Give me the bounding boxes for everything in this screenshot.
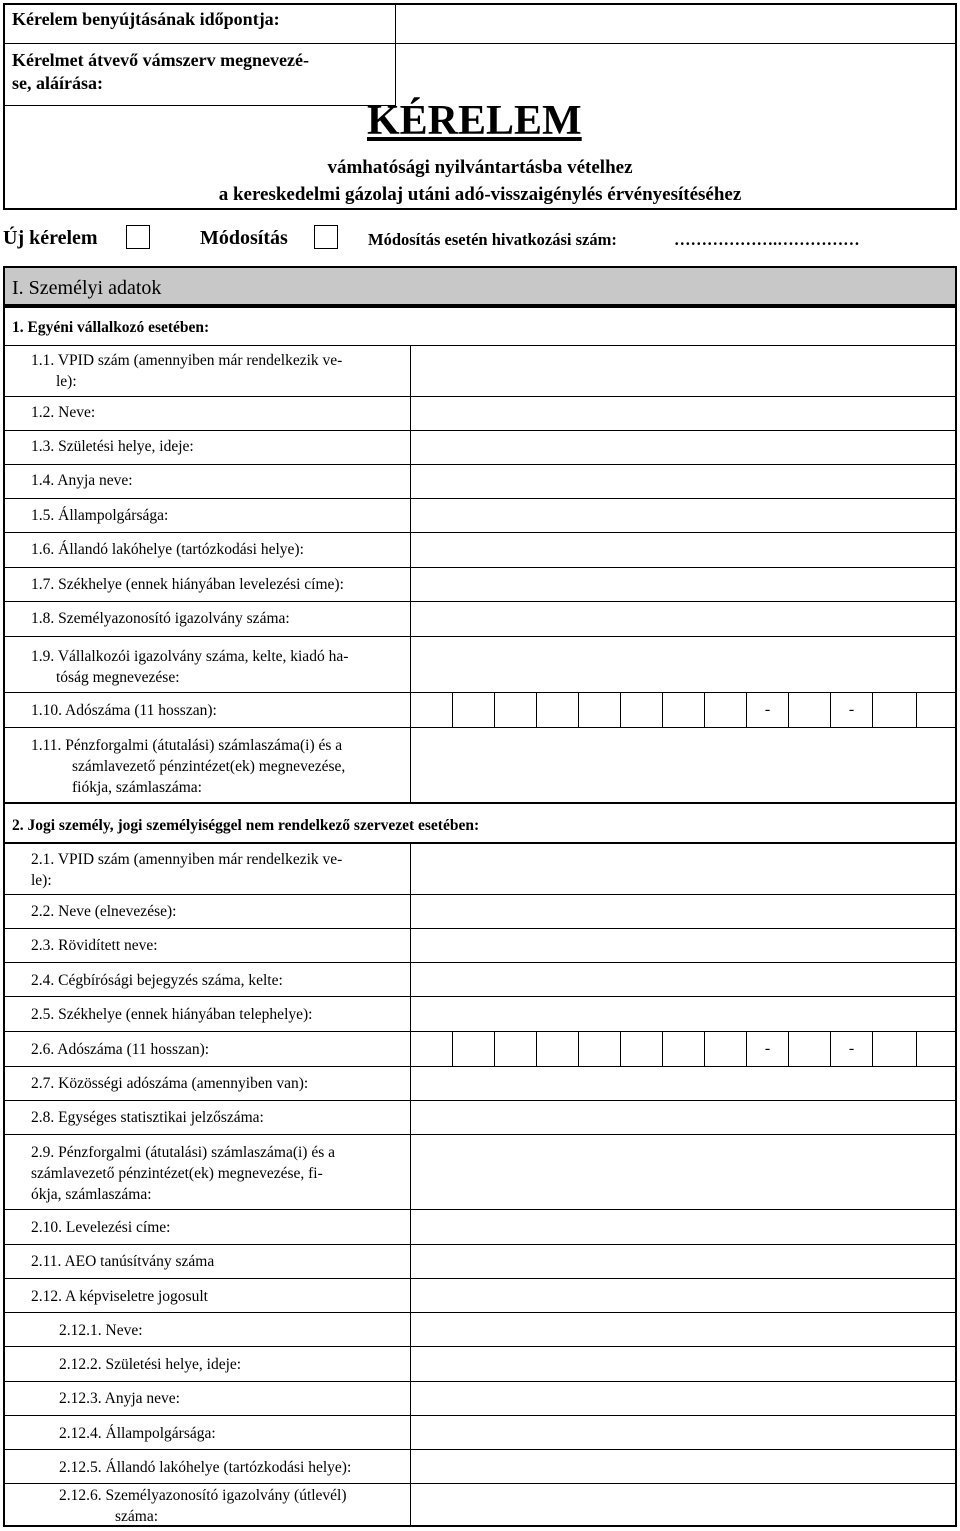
submission-time-label: Kérelem benyújtásának időpontja: [12,9,280,29]
field-1-11-label-cont2: fiókja, számlaszáma: [72,779,202,796]
tax-digit-box[interactable] [705,693,747,727]
field-1-4-value[interactable] [412,466,955,497]
s1-rule [3,567,957,568]
field-2-10-value[interactable] [412,1211,955,1243]
tax-digit-box[interactable] [789,1032,831,1066]
field-1-5-label: 1.5. Állampolgársága: [31,507,169,524]
s2-rule [3,1415,957,1416]
subtitle-line2: a kereskedelmi gázolaj utáni adó-visszaigénylés érvényesítéséhez [218,184,742,205]
field-2-12-5-value[interactable] [412,1451,955,1482]
field-2-7-label: 2.7. Közösségi adószáma (amennyiben van): [31,1075,309,1092]
field-2-12-4-label: 2.12.4. Állampolgársága: [59,1425,216,1442]
header-rule-1 [3,43,957,44]
field-1-6-value[interactable] [412,534,955,566]
field-2-10-label: 2.10. Levelezési címe: [31,1219,171,1236]
field-1-9-label: 1.9. Vállalkozói igazolvány száma, kelte, kiadó ha- [31,648,349,665]
section1-column-divider [410,345,411,804]
field-2-11-label: 2.11. AEO tanúsítvány száma [31,1253,215,1270]
section-title: I. Személyi adatok [12,277,162,299]
receiving-office-label-line2: se, aláírása: [12,73,103,93]
field-1-2-value[interactable] [412,398,955,429]
s2-rule [3,1346,957,1347]
field-2-12-6-value[interactable] [412,1485,955,1525]
field-2-12-6-label: 2.12.6. Személyazonosító igazolvány (útlevél) [59,1487,347,1504]
tax-separator: - [831,1032,873,1066]
field-2-4-label: 2.4. Cégbírósági bejegyzés száma, kelte: [31,972,283,989]
new-request-checkbox[interactable] [126,225,150,249]
field-2-2-value[interactable] [412,896,955,927]
tax-digit-box[interactable] [537,693,579,727]
tax-digit-box[interactable] [789,693,831,727]
field-2-12-6-label-cont: száma: [115,1508,159,1525]
s1-rule [3,396,957,397]
field-1-3-value[interactable] [412,432,955,463]
tax-digit-box[interactable] [873,1032,917,1066]
field-2-1-label: 2.1. VPID szám (amennyiben már rendelkezik ve- [31,851,343,868]
s1-rule [3,345,957,346]
field-1-3-label: 1.3. Születési helye, ideje: [31,438,194,455]
field-2-1-value[interactable] [412,845,955,893]
s2-rule [3,1449,957,1450]
field-2-12-5-label: 2.12.5. Állandó lakóhelye (tartózkodási helye): [59,1459,352,1476]
field-2-7-value[interactable] [412,1068,955,1099]
field-1-11-label: 1.11. Pénzforgalmi (átutalási) számlaszáma(i) és a [31,737,343,754]
field-2-6-label: 2.6. Adószáma (11 hosszan): [31,1041,210,1058]
field-1-5-value[interactable] [412,500,955,531]
reference-number-label: Módosítás esetén hivatkozási szám: [368,230,617,249]
s2-rule [3,996,957,997]
field-2-12-3-label: 2.12.3. Anyja neve: [59,1390,180,1407]
s1-rule [3,727,957,728]
field-2-9-label-cont: számlavezető pénzintézet(ek) megnevezése, fi- [31,1165,323,1182]
section2-column-divider [410,843,411,1527]
section1-title: 1. Egyéni vállalkozó esetében: [12,319,210,336]
tax-digit-box[interactable] [453,1032,495,1066]
field-2-12-2-value[interactable] [412,1348,955,1380]
field-1-11-label-cont: számlavezető pénzintézet(ek) megnevezése, [72,758,346,775]
s1-rule [3,532,957,533]
field-1-2-label: 1.2. Neve: [31,404,96,421]
s1-rule [3,636,957,637]
field-2-3-value[interactable] [412,930,955,961]
field-1-7-label: 1.7. Székhelye (ennek hiányában levelezési címe): [31,576,344,593]
tax-digit-box[interactable] [621,693,663,727]
tax-digit-box[interactable] [537,1032,579,1066]
s2-rule [3,1483,957,1484]
receiving-office-label-line1: Kérelmet átvevő vámszerv megnevezé- [12,50,310,70]
s2-rule [3,962,957,963]
s2-rule [3,1100,957,1101]
subtitle-line1: vámhatósági nyilvántartásba vételhez [327,157,633,178]
header-rule-2 [3,105,396,106]
field-2-3-label: 2.3. Rövidített neve: [31,937,158,954]
page-title: KÉRELEM [367,98,582,144]
field-1-9-label-cont: tóság megnevezése: [56,669,180,686]
field-2-8-label: 2.8. Egységes statisztikai jelzőszáma: [31,1109,264,1126]
tax-separator: - [831,693,873,727]
field-2-8-value[interactable] [412,1102,955,1133]
reference-number-field[interactable]: ……………….…………… [674,230,860,249]
tax-digit-box[interactable] [705,1032,747,1066]
field-2-12-2-label: 2.12.2. Születési helye, ideje: [59,1356,242,1373]
field-2-4-value[interactable] [412,964,955,995]
field-1-9-value[interactable] [412,638,955,691]
s2-rule [3,1134,957,1135]
tax-digit-box[interactable] [453,693,495,727]
s2-rule [3,1066,957,1067]
s2-rule [3,1209,957,1210]
field-2-9-label-cont2: ókja, számlaszáma: [31,1186,152,1203]
field-2-12-1-value[interactable] [412,1314,955,1345]
field-2-9-label: 2.9. Pénzforgalmi (átutalási) számlaszáma(i) és a [31,1144,335,1161]
field-1-1-label-cont: le): [56,373,77,390]
field-2-12-4-value[interactable] [412,1417,955,1448]
s2-rule [3,1244,957,1245]
field-2-12-3-value[interactable] [412,1383,955,1414]
field-2-1-label-cont: le): [31,872,52,889]
header-divider-2 [395,43,396,105]
s2-rule [3,1381,957,1382]
field-2-5-label: 2.5. Székhelye (ennek hiányában telephelye): [31,1006,313,1023]
field-2-9-value[interactable] [412,1136,955,1208]
header-divider [395,3,396,43]
modification-label: Módosítás [200,227,288,249]
field-1-11-value[interactable] [412,729,955,802]
tax-digit-box[interactable] [495,1032,537,1066]
tax-separator: - [747,693,789,727]
tax-number-boxes-2-6[interactable] [452,1032,917,1066]
tax-digit-box[interactable] [663,693,705,727]
field-1-4-label: 1.4. Anyja neve: [31,472,133,489]
s2-rule [3,1312,957,1313]
tax-digit-box[interactable] [579,1032,621,1066]
field-2-12-value[interactable] [412,1280,955,1311]
tax-digit-box[interactable] [663,1032,705,1066]
field-2-11-value[interactable] [412,1246,955,1277]
field-2-2-label: 2.2. Neve (elnevezése): [31,903,177,920]
tax-number-boxes-1-10[interactable] [452,693,917,727]
tax-separator: - [747,1032,789,1066]
tax-digit-box[interactable] [579,693,621,727]
s1-rule [3,601,957,602]
field-1-7-value[interactable] [412,569,955,600]
new-request-label: Új kérelem [3,227,98,249]
field-2-12-1-label: 2.12.1. Neve: [59,1322,143,1339]
field-1-1-value[interactable] [412,347,955,395]
s2-rule [3,928,957,929]
section2-title: 2. Jogi személy, jogi személyiséggel nem rendelkező szervezet esetében: [12,817,480,834]
s2-rule [3,894,957,895]
modification-checkbox[interactable] [314,225,338,249]
tax-digit-box[interactable] [621,1032,663,1066]
tax-digit-box[interactable] [495,693,537,727]
field-1-8-value[interactable] [412,603,955,635]
field-1-6-label: 1.6. Állandó lakóhelye (tartózkodási helye): [31,541,304,558]
s2-rule [3,1278,957,1279]
s1-rule [3,498,957,499]
field-1-1-label: 1.1. VPID szám (amennyiben már rendelkezik ve- [31,352,343,369]
s1-rule [3,430,957,431]
tax-digit-box[interactable] [873,693,917,727]
field-1-10-label: 1.10. Adószáma (11 hosszan): [31,702,217,719]
field-1-8-label: 1.8. Személyazonosító igazolvány száma: [31,610,290,627]
field-2-12-label: 2.12. A képviseletre jogosult [31,1288,208,1305]
field-2-5-value[interactable] [412,998,955,1030]
s1-rule [3,464,957,465]
